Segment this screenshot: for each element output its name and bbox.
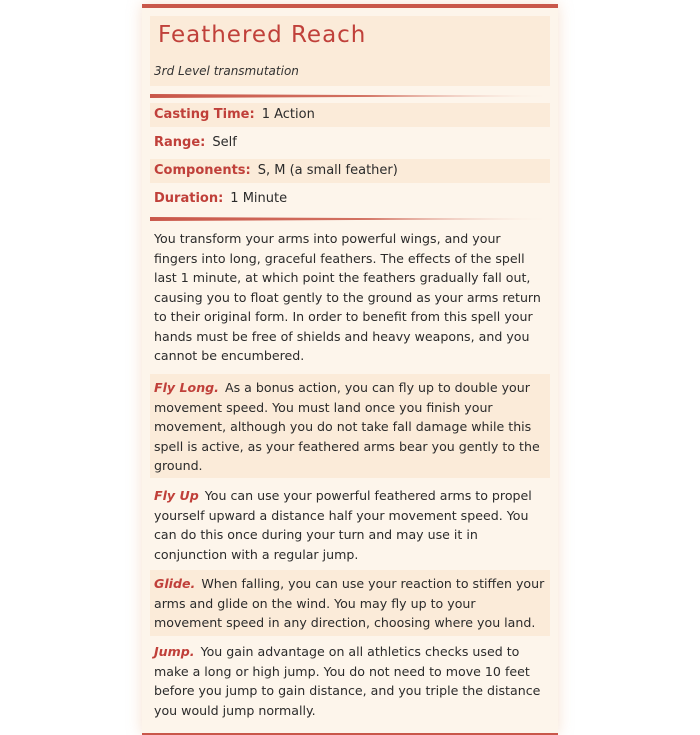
stat-label: Casting Time:	[154, 107, 255, 122]
feature-name: Glide.	[154, 576, 196, 591]
stat-value: S, M (a small feather)	[257, 163, 398, 178]
feature-name: Fly Up	[154, 488, 199, 503]
stats-divider	[150, 217, 550, 221]
feature-jump	[150, 638, 550, 722]
spell-level-school: 3rd Level transmutation	[154, 64, 299, 78]
feature-text: You can use your powerful feathered arms to propel yourself upward a distance half your movement speed. You can do this once during your turn and may use it in conjunction with a regular jump.	[154, 488, 532, 562]
spell-card	[142, 4, 558, 735]
stat-duration	[150, 187, 550, 211]
stat-label: Components:	[154, 163, 251, 178]
feature-fly-up	[150, 482, 550, 566]
header-divider	[150, 94, 550, 98]
stat-value: 1 Action	[261, 107, 315, 122]
feature-text: When falling, you can use your reaction to stiffen your arms and glide on the wind. You may fly up to your movement speed in any direction, choosing where you land.	[154, 576, 545, 630]
spell-title: Feathered Reach	[158, 22, 367, 48]
stat-label: Duration:	[154, 191, 224, 206]
stat-label: Range:	[154, 135, 206, 150]
stat-value: Self	[212, 135, 237, 150]
feature-name: Fly Long.	[154, 380, 219, 395]
spell-header	[150, 16, 550, 86]
stat-casting-time	[150, 103, 550, 127]
stat-range	[150, 131, 550, 155]
feature-name: Jump.	[154, 644, 195, 659]
stat-components	[150, 159, 550, 183]
feature-text: As a bonus action, you can fly up to double your movement speed. You must land once you finish your movement, although you do not take fall damage while this spell is active, as your feathered arms bear you gently to the ground.	[154, 380, 540, 473]
stat-value: 1 Minute	[230, 191, 288, 206]
feature-fly-long	[150, 374, 550, 478]
feature-glide	[150, 570, 550, 636]
feature-text: You gain advantage on all athletics checks used to make a long or high jump. You do not need to move 10 feet before you jump to gain distance, and you triple the distance you would jump normally.	[154, 644, 541, 718]
spell-description: You transform your arms into powerful wings, and your fingers into long, graceful feathers. The effects of the spell last 1 minute, at which point the feathers gradually fall out, causing you to float gently to the ground as your arms return to their original form. In order to benefit from this spell your hands must be free of shields and heavy weapons, and you cannot be encumbered.	[154, 231, 541, 363]
